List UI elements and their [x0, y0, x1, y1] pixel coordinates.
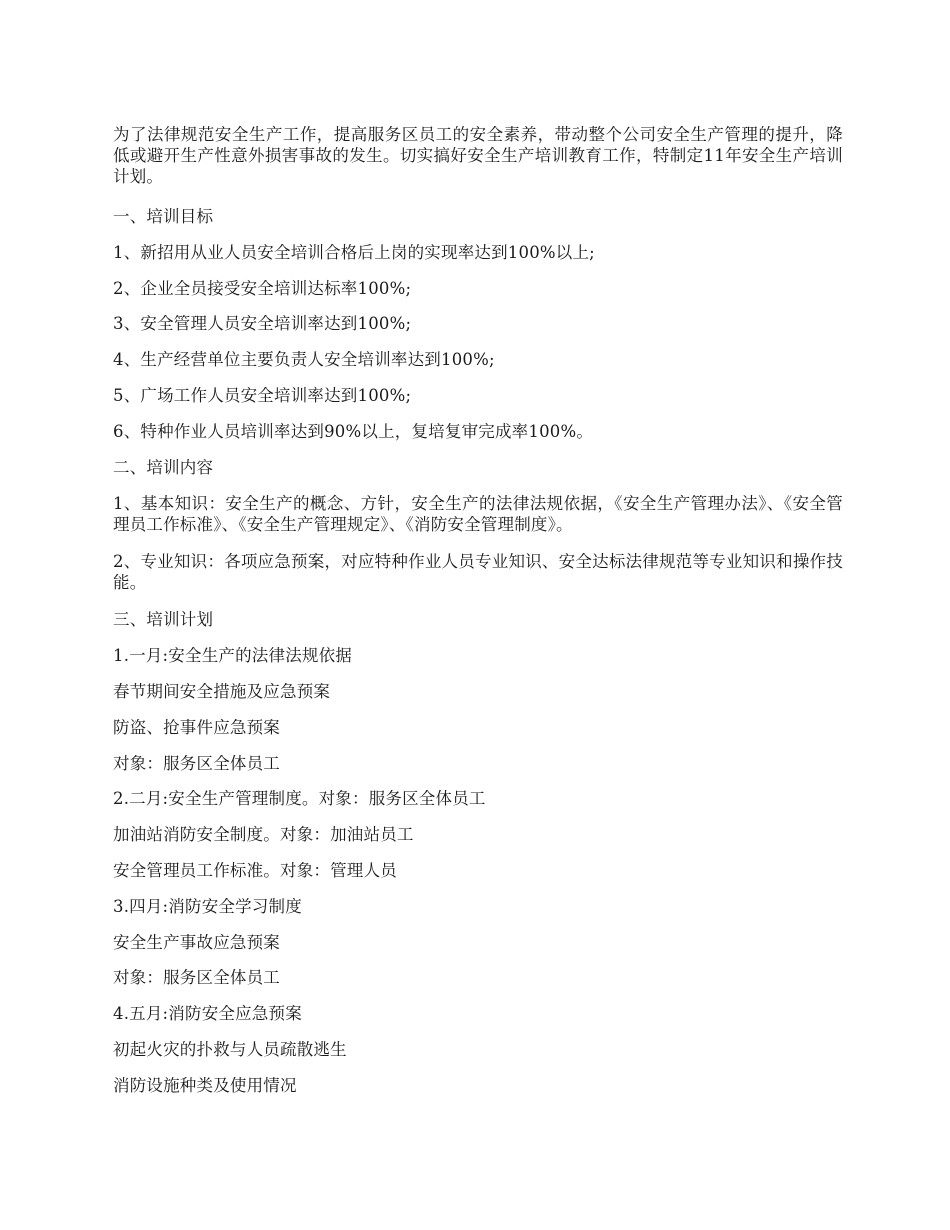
section-heading-plan: 三、培训计划	[113, 610, 214, 629]
goal-item: 6、特种作业人员培训率达到90%以上，复培复审完成率100%。	[113, 422, 594, 441]
goal-item: 1、新招用从业人员安全培训合格后上岗的实现率达到100%以上;	[113, 243, 595, 262]
plan-line: 加油站消防安全制度。对象：加油站员工	[113, 825, 414, 844]
goal-item: 4、生产经营单位主要负责人安全培训率达到100%;	[113, 350, 495, 369]
plan-line: 安全生产事故应急预案	[113, 933, 280, 952]
plan-line: 初起火灾的扑救与人员疏散逃生	[113, 1040, 347, 1059]
section-heading-goals: 一、培训目标	[113, 207, 214, 226]
plan-line: 2.二月:安全生产管理制度。对象：服务区全体员工	[113, 789, 486, 808]
content-item: 1、基本知识：安全生产的概念、方针，安全生产的法律法规依据，《安全生产管理办法》、《安全管理员工作标准》、《安全生产管理规定》、《消防安全管理制度》。	[113, 494, 843, 534]
plan-line: 春节期间安全措施及应急预案	[113, 682, 331, 701]
content-item: 2、专业知识：各项应急预案，对应特种作业人员专业知识、安全达标法律规范等专业知识和操作技能。	[113, 552, 843, 592]
plan-line: 3.四月:消防安全学习制度	[113, 897, 302, 916]
plan-line: 4.五月:消防安全应急预案	[113, 1004, 302, 1023]
plan-line: 消防设施种类及使用情况	[113, 1076, 297, 1095]
plan-line: 安全管理员工作标准。对象：管理人员	[113, 861, 397, 880]
goal-item: 2、企业全员接受安全培训达标率100%;	[113, 279, 412, 298]
plan-line: 1.一月:安全生产的法律法规依据	[113, 646, 353, 665]
section-heading-content: 二、培训内容	[113, 458, 214, 477]
intro-paragraph: 为了法律规范安全生产工作，提高服务区员工的安全素养，带动整个公司安全生产管理的提升，降低或避开生产性意外损害事故的发生。切实搞好安全生产培训教育工作，特制定11年安全生产培训计划。	[113, 125, 843, 186]
plan-line: 对象：服务区全体员工	[113, 754, 280, 773]
goal-item: 3、安全管理人员安全培训率达到100%;	[113, 314, 412, 333]
plan-line: 防盗、抢事件应急预案	[113, 718, 280, 737]
goal-item: 5、广场工作人员安全培训率达到100%;	[113, 386, 412, 405]
plan-line: 对象：服务区全体员工	[113, 968, 280, 987]
